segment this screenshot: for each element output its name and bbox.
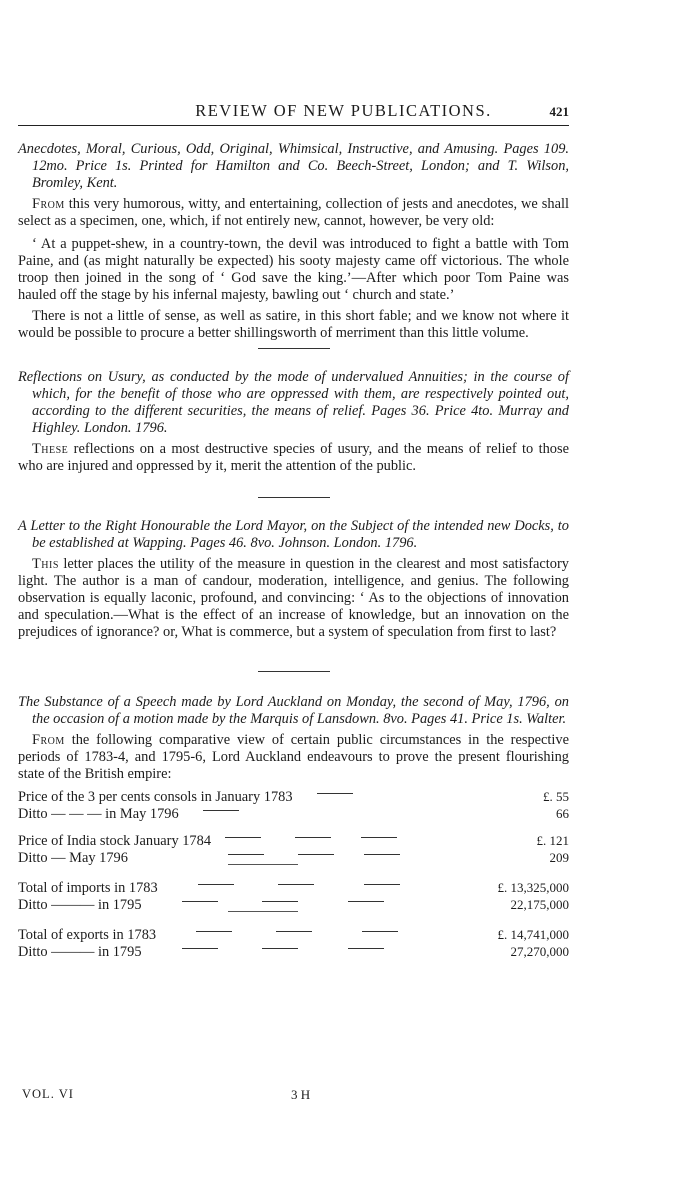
stat-label: Price of the 3 per cents consols in January 1783 [18, 789, 293, 805]
page-footer [18, 1087, 569, 1107]
entry-quotation [18, 236, 569, 304]
stat-row [18, 892, 569, 913]
lead-word: From [32, 196, 65, 212]
leader-dashes [293, 784, 479, 801]
stat-group-imports [18, 875, 569, 912]
stat-value: £. 55 [543, 789, 569, 804]
running-head: REVIEW OF NEW PUBLICATIONS. [195, 101, 492, 120]
stat-value: 27,270,000 [510, 944, 569, 959]
paragraph-text: the following comparative view of certain public circumstances in the respective periods of 1783-4, and 1795-6, Lord Auckland endeavours to prove the present flourishing state of the British empire: [18, 732, 569, 782]
stat-label: Ditto ——— in 1795 [18, 944, 142, 960]
paragraph-text: reflections on a most destructive species of usury, and the means of relief to those who are injured and oppressed by it, merit the attention of the public. [18, 441, 569, 474]
paragraph-text: ‘ At a puppet-shew, in a country-town, the devil was introduced to fight a battle with Tom Paine, and (as might naturally be expected) his sooty majesty came off victorious. The whole troop then joined in the song of ‘ God save the king.’—After which poor Tom Paine was hauled off the stage by his infernal majesty, bawling out ‘ church and state.’ [18, 236, 569, 303]
entry-title: Anecdotes, Moral, Curious, Odd, Original, Whimsical, Instructive, and Amusing. Pages 109. 12mo. Price 1s. Printed for Hamilton and Co. Beech-Street, London; and T. Wilson, Bromley, Kent. [18, 141, 569, 191]
leader-dashes [142, 939, 479, 956]
stat-value: 22,175,000 [510, 897, 569, 912]
section-separator [258, 497, 330, 498]
review-entry-anecdotes [18, 141, 569, 342]
entry-paragraph [18, 308, 569, 342]
stat-value: £. 121 [536, 833, 569, 848]
stat-label: Ditto — May 1796 [18, 850, 128, 866]
page-body [18, 141, 569, 966]
stat-row [18, 875, 569, 896]
stat-label: Ditto — — — in May 1796 [18, 806, 179, 822]
review-entry-speech [18, 694, 569, 960]
entry-paragraph [18, 556, 569, 641]
stat-value: £. 13,325,000 [497, 880, 569, 895]
leader-dashes [156, 922, 479, 939]
entry-paragraph [18, 196, 569, 230]
signature-mark: 3 H [291, 1087, 311, 1102]
leader-dashes [211, 828, 479, 845]
stat-group-consols [18, 784, 569, 822]
stat-value: 66 [556, 806, 569, 821]
stat-row [18, 922, 569, 943]
page-header [0, 101, 687, 127]
stat-value: £. 14,741,000 [497, 927, 569, 942]
leader-dashes [142, 892, 479, 909]
stat-row [18, 939, 569, 960]
paragraph-text: this very humorous, witty, and entertaining, collection of jests and anecdotes, we shall select as a specimen, one, which, if not entirely new, cannot, however, be very old: [18, 196, 569, 229]
group-rule [228, 911, 298, 912]
entry-title: A Letter to the Right Honourable the Lord Mayor, on the Subject of the intended new Docks, to be established at Wapping. Pages 46. 8vo. Johnson. London. 1796. [18, 518, 569, 551]
paragraph-text: letter places the utility of the measure in question in the clearest and most satisfactory light. The author is a man of candour, moderation, intelligence, and genius. The following observation is equally laconic, profound, and convincing: ‘ As to the objections of innovation and speculation.—What is the effect of an increase of knowledge, but an innovation on the prejudices of ignorance? or, What is commerce, but a system of speculation from first to last? [18, 556, 569, 640]
stat-row [18, 784, 569, 805]
entry-paragraph [18, 441, 569, 475]
stat-row [18, 845, 569, 866]
statistics-table [18, 784, 569, 960]
paragraph-text: There is not a little of sense, as well as satire, in this short fable; and we know not where it would be possible to procure a better shillingsworth of merriment than this little volume. [18, 308, 569, 341]
stat-label: Price of India stock January 1784 [18, 833, 212, 849]
stat-group-india-stock [18, 828, 569, 865]
leader-dashes [179, 801, 479, 818]
header-rule [18, 125, 569, 126]
stat-value: 209 [549, 850, 569, 865]
entry-paragraph [18, 732, 569, 783]
stat-label: Total of imports in 1783 [18, 880, 158, 896]
entry-title: Reflections on Usury, as conducted by the mode of undervalued Annuities; in the course of which, for the benefit of those who are oppressed with them, are respectively pointed out, according to the different securities, the means of relief. Pages 36. Price 4to. Murray and Highley. London. 1796. [18, 369, 569, 436]
volume-label: VOL. VI [22, 1087, 74, 1101]
stat-row [18, 828, 569, 849]
lead-word: This [32, 556, 59, 572]
leader-dashes [158, 875, 479, 892]
group-rule [228, 864, 298, 865]
stat-label: Ditto ——— in 1795 [18, 897, 142, 913]
lead-word: From [32, 732, 65, 748]
page-number: 421 [549, 104, 569, 119]
stat-row [18, 801, 569, 822]
section-separator [258, 671, 330, 672]
section-separator [258, 348, 330, 349]
leader-dashes [128, 845, 479, 862]
entry-title: The Substance of a Speech made by Lord Auckland on Monday, the second of May, 1796, on the occasion of a motion made by the Marquis of Lansdown. 8vo. Pages 41. Price 1s. Walter. [18, 694, 569, 727]
review-entry-docks [18, 518, 569, 641]
review-entry-usury [18, 369, 569, 475]
stat-group-exports [18, 922, 569, 960]
lead-word: These [32, 441, 69, 457]
stat-label: Total of exports in 1783 [18, 927, 157, 943]
